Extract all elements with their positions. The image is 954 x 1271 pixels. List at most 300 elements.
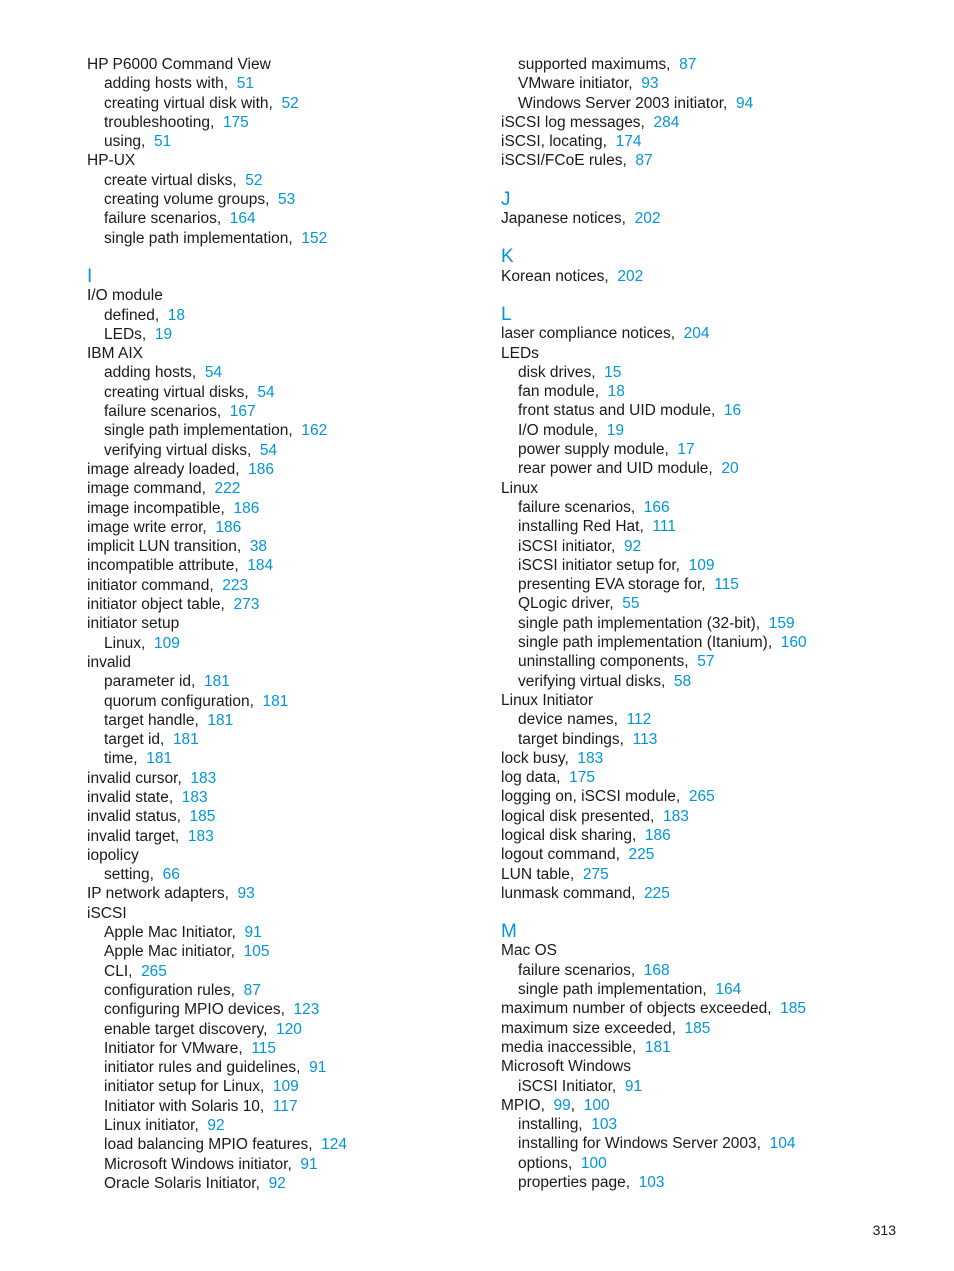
index-entry xyxy=(501,826,921,845)
index-entry xyxy=(87,499,477,518)
index-subentry xyxy=(87,1058,477,1077)
index-term: rear power and UID module, xyxy=(518,460,713,478)
index-entry xyxy=(501,344,921,363)
index-term: LEDs xyxy=(501,344,539,362)
page-link[interactable]: 87 xyxy=(679,56,697,73)
index-term: enable target discovery, xyxy=(104,1020,268,1038)
page-link[interactable]: 100 xyxy=(583,1096,610,1114)
page-link[interactable]: 52 xyxy=(245,171,263,189)
page-link[interactable]: 166 xyxy=(643,498,670,516)
index-term: create virtual disks, xyxy=(104,171,237,189)
index-term: logical disk sharing, xyxy=(501,826,637,844)
page-link[interactable]: 91 xyxy=(624,1077,643,1095)
index-subentry xyxy=(87,1174,477,1193)
index-subentry xyxy=(87,942,477,961)
page-link[interactable]: 183 xyxy=(577,749,604,767)
index-term: iSCSI/FCoE rules, xyxy=(501,152,627,170)
index-entry xyxy=(87,884,477,903)
index-term: Japanese notices, xyxy=(501,210,626,228)
index-term: invalid state, xyxy=(87,788,174,806)
index-subentry xyxy=(501,55,921,74)
index-term: Initiator for VMware, xyxy=(104,1039,243,1057)
index-entry xyxy=(87,595,477,614)
index-entry xyxy=(87,537,477,556)
index-subentry xyxy=(501,710,921,729)
page-link[interactable]: 183 xyxy=(181,788,208,806)
index-term: creating volume groups, xyxy=(104,191,270,209)
page-link[interactable]: 115 xyxy=(714,576,739,594)
index-subentry xyxy=(87,1000,477,1019)
index-subentry xyxy=(501,594,921,613)
index-subentry xyxy=(501,74,921,93)
index-term: failure scenarios, xyxy=(518,498,636,516)
page-link[interactable]: 109 xyxy=(154,634,180,652)
index-subentry xyxy=(501,730,921,749)
index-subentry xyxy=(501,652,921,671)
index-term: invalid xyxy=(87,653,131,671)
index-subentry xyxy=(87,306,477,325)
index-subentry xyxy=(501,537,921,556)
index-subentry xyxy=(87,962,477,981)
page-link[interactable]: 175 xyxy=(222,113,249,131)
page-link[interactable]: 15 xyxy=(604,363,622,381)
index-term: invalid status, xyxy=(87,808,181,826)
page-link[interactable]: 265 xyxy=(141,962,167,980)
page-link[interactable]: 99 xyxy=(553,1096,571,1114)
index-term: setting, xyxy=(104,866,154,884)
page-link[interactable]: 202 xyxy=(634,210,661,228)
index-subentry xyxy=(87,74,477,93)
index-entry xyxy=(501,324,921,343)
page-link[interactable]: 185 xyxy=(189,808,216,826)
page-link[interactable]: 175 xyxy=(569,769,595,787)
page-link[interactable]: 181 xyxy=(203,673,230,691)
index-term: power supply module, xyxy=(518,441,669,459)
index-subentry xyxy=(501,961,921,980)
index-term: MPIO, xyxy=(501,1096,545,1114)
index-entry xyxy=(87,614,477,633)
index-term: Apple Mac Initiator, xyxy=(104,924,236,942)
page-link[interactable]: 183 xyxy=(663,807,689,825)
page-link[interactable]: 52 xyxy=(281,94,299,112)
index-subentry xyxy=(87,730,477,749)
index-column-left xyxy=(87,55,477,1193)
index-subentry xyxy=(87,1135,477,1154)
page-link[interactable]: 16 xyxy=(723,402,742,420)
index-subentry xyxy=(87,171,477,190)
index-term: creating virtual disks, xyxy=(104,383,249,401)
index-term: single path implementation, xyxy=(518,981,707,999)
index-letter-heading: I xyxy=(87,265,93,287)
page-link[interactable]: 18 xyxy=(167,306,186,324)
page-link[interactable]: 164 xyxy=(229,210,256,228)
index-term: using, xyxy=(104,133,146,151)
index-subentry xyxy=(87,229,477,248)
page-link[interactable]: 167 xyxy=(229,403,256,421)
index-term: creating virtual disk with, xyxy=(104,94,273,112)
index-term: VMware initiator, xyxy=(518,75,633,93)
index-term: Initiator with Solaris 10, xyxy=(104,1097,265,1115)
index-term: log data, xyxy=(501,769,561,787)
index-subentry xyxy=(87,209,477,228)
index-subentry xyxy=(501,459,921,478)
page-link[interactable]: 51 xyxy=(154,133,172,151)
index-entry xyxy=(501,941,921,960)
index-subentry xyxy=(87,1116,477,1135)
page-link[interactable]: 152 xyxy=(301,229,328,247)
index-entry xyxy=(501,691,921,710)
index-term: presenting EVA storage for, xyxy=(518,576,706,594)
index-term: initiator setup xyxy=(87,615,180,633)
index-term: Linux, xyxy=(104,634,146,652)
index-term: single path implementation (32-bit), xyxy=(518,614,761,632)
index-subentry xyxy=(87,1020,477,1039)
index-subentry xyxy=(87,94,477,113)
page-link[interactable]: 105 xyxy=(243,943,270,961)
page-link[interactable]: 181 xyxy=(644,1038,671,1056)
index-term: QLogic driver, xyxy=(518,595,614,613)
index-term: supported maximums, xyxy=(518,56,671,73)
page-link[interactable]: 92 xyxy=(268,1174,286,1192)
index-term: adding hosts with, xyxy=(104,75,229,93)
index-entry xyxy=(87,556,477,575)
page-link[interactable]: 87 xyxy=(243,981,261,999)
index-term: CLI, xyxy=(104,962,133,980)
page-link[interactable]: 181 xyxy=(172,731,199,749)
page-link[interactable]: 87 xyxy=(635,152,653,170)
page-link[interactable]: 117 xyxy=(272,1097,298,1115)
index-term: fan module, xyxy=(518,383,599,401)
index-term: Linux initiator, xyxy=(104,1117,199,1135)
index-entry xyxy=(87,827,477,846)
index-term: initiator setup for Linux, xyxy=(104,1078,265,1096)
index-term: incompatible attribute, xyxy=(87,557,239,575)
index-term: load balancing MPIO features, xyxy=(104,1136,313,1154)
page-link[interactable]: 103 xyxy=(591,1116,618,1134)
index-subentry xyxy=(87,634,477,653)
page-link[interactable]: 94 xyxy=(735,94,754,112)
page-link[interactable]: 223 xyxy=(222,576,249,594)
index-term: failure scenarios, xyxy=(104,210,222,228)
page-link[interactable]: 204 xyxy=(683,325,710,343)
index-subentry xyxy=(87,132,477,151)
index-entry xyxy=(87,460,477,479)
index-entry xyxy=(501,209,921,228)
page-link[interactable]: 92 xyxy=(623,537,642,555)
index-subentry xyxy=(87,1039,477,1058)
page-link[interactable]: 100 xyxy=(580,1154,607,1172)
index-entry xyxy=(87,286,477,305)
page-link[interactable]: 174 xyxy=(615,133,642,151)
page-link[interactable]: 225 xyxy=(628,846,655,864)
page-link[interactable]: 160 xyxy=(780,634,807,652)
index-term: iSCSI xyxy=(87,904,127,922)
index-term: IBM AIX xyxy=(87,345,143,363)
index-entry xyxy=(501,787,921,806)
index-term: iopolicy xyxy=(87,846,139,864)
index-term: laser compliance notices, xyxy=(501,325,676,343)
page-link[interactable]: 91 xyxy=(300,1155,318,1173)
page-link[interactable]: 38 xyxy=(249,538,268,556)
page-link[interactable]: 53 xyxy=(278,191,296,209)
index-entry xyxy=(87,576,477,595)
page-link[interactable]: 265 xyxy=(688,788,715,806)
index-term: LUN table, xyxy=(501,865,575,883)
index-term: I/O module, xyxy=(518,421,599,439)
index-entry xyxy=(501,267,921,286)
index-entry xyxy=(501,999,921,1018)
index-term: Linux Initiator xyxy=(501,691,594,709)
page-link[interactable]: 159 xyxy=(768,614,795,632)
index-subentry xyxy=(87,865,477,884)
index-subentry xyxy=(87,981,477,1000)
index-subentry xyxy=(501,382,921,401)
index-subentry xyxy=(501,1173,921,1192)
index-subentry xyxy=(501,1134,921,1153)
index-entry xyxy=(87,904,477,923)
index-subentry xyxy=(87,1155,477,1174)
index-subentry xyxy=(501,401,921,420)
index-term: lunmask command, xyxy=(501,884,636,902)
page-link[interactable]: 93 xyxy=(237,885,255,903)
index-term: invalid target, xyxy=(87,827,180,845)
page-link[interactable]: 93 xyxy=(641,75,659,93)
page-link[interactable]: 57 xyxy=(697,653,715,671)
index-subentry xyxy=(87,402,477,421)
index-entry xyxy=(501,1038,921,1057)
page-link[interactable]: 181 xyxy=(207,711,234,729)
index-term: installing for Windows Server 2003, xyxy=(518,1135,761,1153)
page-link[interactable]: 58 xyxy=(673,672,692,690)
page-link[interactable]: 55 xyxy=(622,595,640,613)
index-subentry xyxy=(501,363,921,382)
index-term: configuration rules, xyxy=(104,981,235,999)
index-entry xyxy=(501,113,921,132)
index-subentry xyxy=(87,113,477,132)
page-link[interactable]: 109 xyxy=(688,556,715,574)
page-link[interactable]: 54 xyxy=(257,383,275,401)
index-subentry xyxy=(501,672,921,691)
index-term: options, xyxy=(518,1154,573,1172)
page-link[interactable]: 51 xyxy=(236,75,254,93)
index-subentry xyxy=(87,1097,477,1116)
index-term: maximum number of objects exceeded, xyxy=(501,1000,772,1018)
index-entry xyxy=(501,132,921,151)
index-subentry xyxy=(501,556,921,575)
page-link[interactable]: 186 xyxy=(644,826,671,844)
index-term: lock busy, xyxy=(501,749,569,767)
index-entry xyxy=(87,479,477,498)
index-subentry xyxy=(501,498,921,517)
index-term: Microsoft Windows initiator, xyxy=(104,1155,292,1173)
page-link[interactable]: 18 xyxy=(607,383,625,401)
index-letter-heading: L xyxy=(501,303,512,325)
index-term: iSCSI initiator setup for, xyxy=(518,556,680,574)
index-entry xyxy=(501,1019,921,1038)
index-subentry xyxy=(87,711,477,730)
index-term: troubleshooting, xyxy=(104,113,215,131)
index-term: Mac OS xyxy=(501,942,557,960)
index-term: iSCSI, locating, xyxy=(501,133,607,151)
index-term: invalid cursor, xyxy=(87,769,182,787)
index-letter-heading: M xyxy=(501,921,517,943)
page-link[interactable]: 124 xyxy=(321,1136,348,1154)
index-term: LEDs, xyxy=(104,325,147,343)
page-link[interactable]: 273 xyxy=(233,596,260,614)
page-link[interactable]: 186 xyxy=(215,518,242,536)
page-link[interactable]: 222 xyxy=(214,480,241,498)
index-term: implicit LUN transition, xyxy=(87,538,242,556)
index-entry xyxy=(87,151,477,170)
index-entry xyxy=(87,344,477,363)
index-term: I/O module xyxy=(87,287,163,305)
page-link[interactable]: 54 xyxy=(259,441,278,459)
index-term: Microsoft Windows xyxy=(501,1058,632,1076)
page-link[interactable]: 104 xyxy=(769,1135,796,1153)
index-term: image write error, xyxy=(87,518,207,536)
index-subentry xyxy=(501,1115,921,1134)
index-term: HP-UX xyxy=(87,152,136,170)
page-link[interactable]: 186 xyxy=(248,460,275,478)
page-link[interactable]: 66 xyxy=(162,866,180,884)
index-entry xyxy=(87,788,477,807)
index-column-right xyxy=(501,55,921,1192)
index-term: logical disk presented, xyxy=(501,807,655,825)
index-term: quorum configuration, xyxy=(104,692,254,710)
page-link[interactable]: 184 xyxy=(247,557,274,575)
page-link[interactable]: 164 xyxy=(715,981,742,999)
index-subentry xyxy=(87,383,477,402)
index-subentry xyxy=(501,1077,921,1096)
index-entry xyxy=(87,55,477,74)
index-term: uninstalling components, xyxy=(518,653,689,671)
index-term: image already loaded, xyxy=(87,460,240,478)
index-term: failure scenarios, xyxy=(104,403,222,421)
index-letter-heading: J xyxy=(501,188,511,210)
index-term: Linux xyxy=(501,479,539,497)
index-term: installing, xyxy=(518,1116,583,1134)
index-subentry xyxy=(501,614,921,633)
index-entry xyxy=(501,884,921,903)
page-link[interactable]: 183 xyxy=(190,769,217,787)
page-link[interactable]: 112 xyxy=(626,711,652,729)
index-term: verifying virtual disks, xyxy=(104,441,252,459)
index-subentry xyxy=(87,441,477,460)
page-link[interactable]: 17 xyxy=(677,441,695,459)
index-entry xyxy=(501,807,921,826)
index-entry xyxy=(501,1096,921,1115)
page-link[interactable]: 168 xyxy=(643,961,670,979)
page-link[interactable]: 19 xyxy=(606,421,624,439)
page-number: 313 xyxy=(872,1222,896,1238)
page-link[interactable]: 284 xyxy=(653,113,680,131)
index-term: front status and UID module, xyxy=(518,402,716,420)
page-link[interactable]: 115 xyxy=(251,1039,277,1057)
page-link[interactable]: 54 xyxy=(204,364,223,382)
page-link[interactable]: 113 xyxy=(632,730,658,748)
page-link[interactable]: 275 xyxy=(582,865,609,883)
page-link[interactable]: 91 xyxy=(244,924,262,942)
index-term: verifying virtual disks, xyxy=(518,672,666,690)
index-subentry xyxy=(87,692,477,711)
index-subentry xyxy=(501,421,921,440)
page-link[interactable]: 120 xyxy=(276,1020,302,1038)
index-subentry xyxy=(87,749,477,768)
index-subentry xyxy=(501,440,921,459)
index-entry xyxy=(501,151,921,170)
index-entry xyxy=(87,846,477,865)
index-term: IP network adapters, xyxy=(87,885,229,903)
index-term: installing Red Hat, xyxy=(518,518,644,536)
index-term: configuring MPIO devices, xyxy=(104,1001,285,1019)
index-term: failure scenarios, xyxy=(518,961,636,979)
page-link[interactable]: 19 xyxy=(154,325,173,343)
index-term: image command, xyxy=(87,480,206,498)
page-link[interactable]: 91 xyxy=(309,1059,327,1077)
index-term: parameter id, xyxy=(104,673,196,691)
index-term: Oracle Solaris Initiator, xyxy=(104,1174,260,1192)
page-link[interactable]: 225 xyxy=(644,884,670,902)
page-link[interactable]: 109 xyxy=(272,1078,299,1096)
page-link[interactable]: 183 xyxy=(187,827,214,845)
index-subentry xyxy=(501,575,921,594)
index-term: Apple Mac initiator, xyxy=(104,943,235,961)
index-subentry xyxy=(87,923,477,942)
page-link[interactable]: 123 xyxy=(293,1001,320,1019)
index-letter-heading: K xyxy=(501,246,514,268)
index-term: initiator command, xyxy=(87,576,214,594)
index-subentry xyxy=(87,363,477,382)
page-link[interactable]: 186 xyxy=(233,499,260,517)
index-entry xyxy=(501,749,921,768)
page-link[interactable]: 20 xyxy=(721,460,739,478)
index-subentry xyxy=(501,633,921,652)
index-entry xyxy=(87,653,477,672)
index-entry xyxy=(501,1057,921,1076)
index-term: device names, xyxy=(518,711,618,729)
index-entry xyxy=(87,769,477,788)
index-term: disk drives, xyxy=(518,363,596,381)
index-term: initiator rules and guidelines, xyxy=(104,1059,301,1077)
index-term: Windows Server 2003 initiator, xyxy=(518,94,728,112)
page-link[interactable]: 202 xyxy=(617,267,644,285)
index-entry xyxy=(501,479,921,498)
index-term: maximum size exceeded, xyxy=(501,1019,676,1037)
page-link[interactable]: 185 xyxy=(780,1000,807,1018)
index-subentry xyxy=(87,421,477,440)
index-term: logout command, xyxy=(501,846,620,864)
index-entry xyxy=(501,768,921,787)
page-separator: , xyxy=(570,1096,576,1114)
page-link[interactable]: 181 xyxy=(146,750,173,768)
index-term: iSCSI log messages, xyxy=(501,113,645,131)
page-link[interactable]: 92 xyxy=(207,1117,225,1135)
index-term: defined, xyxy=(104,306,160,324)
page-link[interactable]: 162 xyxy=(301,422,328,440)
index-subentry xyxy=(87,1077,477,1096)
index-term: initiator object table, xyxy=(87,596,225,614)
page-link[interactable]: 103 xyxy=(638,1174,665,1192)
page-link[interactable]: 185 xyxy=(684,1019,711,1037)
index-term: adding hosts, xyxy=(104,364,197,382)
index-term: single path implementation, xyxy=(104,422,293,440)
page-link[interactable]: 181 xyxy=(262,692,289,710)
index-term: target bindings, xyxy=(518,730,624,748)
index-term: target handle, xyxy=(104,711,199,729)
index-entry xyxy=(87,807,477,826)
page-link[interactable]: 111 xyxy=(652,518,676,536)
index-term: iSCSI initiator, xyxy=(518,537,616,555)
